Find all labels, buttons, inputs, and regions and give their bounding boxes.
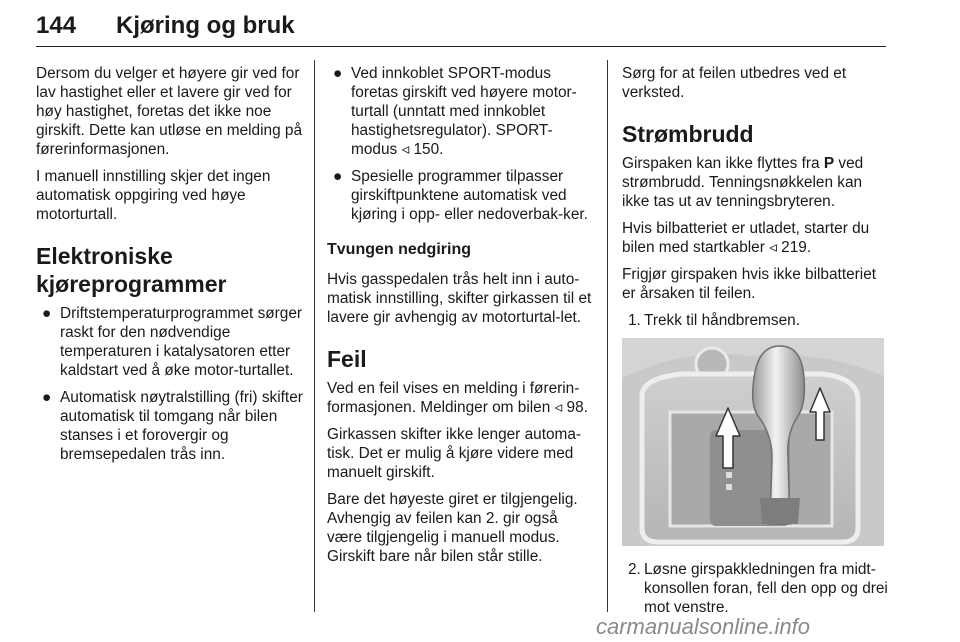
list-item-text: Automatisk nøytralstilling (fri) skifter automatisk til tomgang når bilen stanses i et forovergir og bremsepedalen trås inn. — [60, 389, 303, 463]
section-heading: Strømbrudd — [622, 121, 754, 147]
section-heading: Feil — [327, 346, 367, 372]
bullet-icon: ● — [42, 305, 52, 322]
paragraph: Ved en feil vises en melding i førerin-formasjonen. Meldinger om bilen ◃ 98. — [327, 380, 588, 416]
sub-heading: Tvungen nedgiring — [327, 241, 471, 258]
page-title: Kjøring og bruk — [116, 12, 295, 39]
bullet-icon: ● — [333, 168, 343, 185]
paragraph: Dersom du velger et høyere gir ved for lav hastighet eller et lavere gir ved for høy hastighet, foretas det ikke noe girskift. Dette kan utløse en melding på førerinformasjonen. — [36, 65, 303, 158]
list-item — [36, 388, 304, 464]
column-3 — [622, 64, 888, 625]
paragraph: Frigjør girspaken hvis ikke bilbatteriet er årsaken til feilen. — [622, 266, 877, 302]
section-heading: Elektroniske kjøreprogrammer — [36, 243, 227, 297]
paragraph: I manuell innstilling skjer det ingen automatisk oppgiring ved høye motorturtall. — [36, 168, 271, 223]
column-1 — [36, 64, 304, 472]
column-divider — [607, 60, 608, 612]
paragraph: Hvis gasspedalen trås helt inn i auto-matisk innstilling, skifter girkassen til et lavere gir avhengig av motorturtal-let. — [327, 271, 592, 326]
page-number: 144 — [36, 12, 77, 39]
paragraph: Girkassen skifter ikke lenger automa-tisk. Det er mulig å kjøre videre med manuelt girskift. — [327, 426, 582, 481]
step-number: 2. — [628, 561, 641, 578]
watermark: carmanualsonline.info — [596, 614, 811, 639]
paragraph: Hvis bilbatteriet er utladet, starter du bilen med startkabler ◃ 219. — [622, 220, 870, 256]
list-item — [327, 64, 595, 159]
step-item — [622, 560, 888, 617]
page-header — [36, 6, 886, 47]
paragraph-text: Girspaken kan ikke flyttes fra — [622, 155, 824, 172]
step-item — [622, 311, 888, 330]
paragraph: Sørg for at feilen utbedres ved et verksted. — [622, 65, 847, 101]
column-2 — [327, 64, 595, 574]
bullet-icon: ● — [333, 65, 343, 82]
gear-lever-illustration — [622, 338, 884, 546]
list-item — [36, 304, 304, 380]
column-divider — [314, 60, 315, 612]
paragraph: Bare det høyeste giret er tilgjengelig. Avhengig av feilen kan 2. gir også være tilgjengelig i manuell modus. Girskift bare når bilen står stille. — [327, 491, 578, 565]
list-item-text: Spesielle programmer tilpasser girskiftpunktene automatisk ved kjøring i opp- eller nedoverbak-ker. — [351, 168, 588, 223]
step-text: Løsne girspakkledningen fra midt-konsollen foran, fell den opp og drei mot venstre. — [644, 561, 888, 616]
paragraph — [622, 154, 888, 211]
list-item-text: Driftstemperaturprogrammet sørger raskt for den nødvendige temperaturen i katalysatoren etter kaldstart ved å øke motor-turtallet. — [60, 305, 303, 379]
list-item-text: Ved innkoblet SPORT-modus foretas girskift ved høyere motor-turtall (unntatt med innkoblet hastighetsregulator). SPORT-modus ◃ 150. — [351, 65, 577, 158]
gear-lever-icon — [622, 338, 884, 546]
step-text: Trekk til håndbremsen. — [644, 312, 800, 329]
gear-position-p: P — [823, 155, 835, 172]
list-item — [327, 167, 595, 224]
step-number: 1. — [628, 312, 641, 329]
bullet-icon: ● — [42, 389, 52, 406]
paragraph-text: ved strømbrudd. Tenningsnøkkelen kan ikke tas ut av tenningsbryteren. — [622, 155, 864, 210]
